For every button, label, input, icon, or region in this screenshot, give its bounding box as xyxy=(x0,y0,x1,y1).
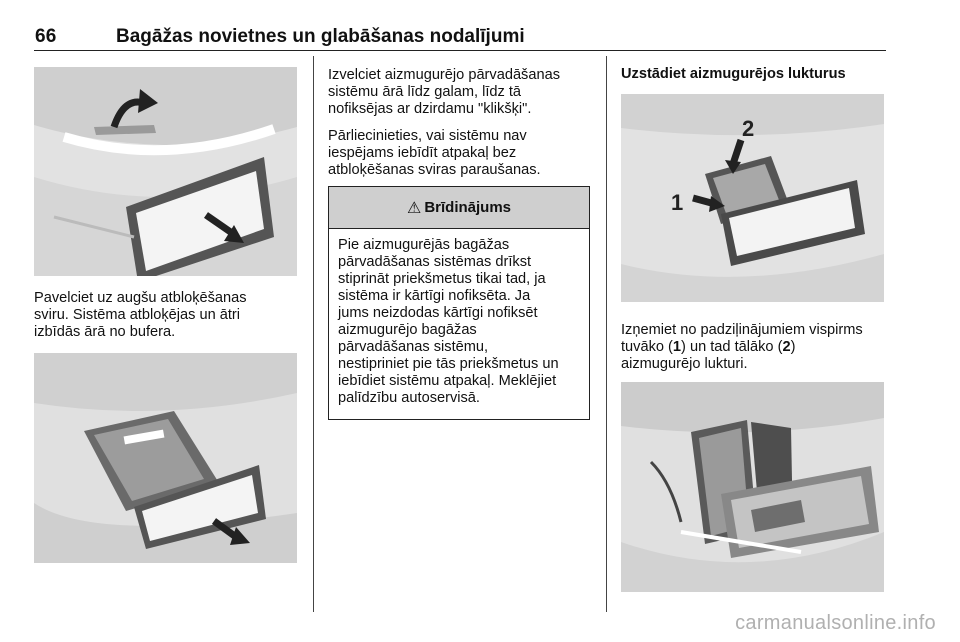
figure-carrier-extended xyxy=(34,353,297,563)
warning-box xyxy=(328,186,590,420)
ref-number-2: 2 xyxy=(782,339,791,355)
page-title: Bagāžas novietnes un glabāšanas nodalījumi xyxy=(116,26,525,47)
paragraph-middle-2: Pārliecinieties, vai sistēmu nav iespējams iebīdīt atpakaļ bez atbloķēšanas sviras paraušanas. xyxy=(328,128,541,178)
watermark: carmanualsonline.info xyxy=(735,612,936,634)
warning-header xyxy=(329,187,589,229)
column-divider-1 xyxy=(313,56,314,612)
warning-text: Pie aizmugurējās bagāžas pārvadāšanas sistēmas drīkst stiprināt priekšmetus tikai tad, ja sistēma ir kārtīgi nofiksēta. Ja jums neizdodas kārtīgi nofiksēt aizmugurējo bagāžas pārvadāšanas sistēmu, nestipriniet pie tās priekšmetus un iebīdiet sistēmu atpakaļ. Meklējiet palīdzību autoservisā. xyxy=(338,237,559,406)
callout-label-1: 1 xyxy=(671,190,684,215)
figure-pull-lever xyxy=(34,67,297,276)
figure-remove-lights xyxy=(621,94,884,302)
paragraph-right-1: Izņemiet no padziļinājumiem vispirms tuvāko (1) un tad tālāko (2) aizmugurējo lukturi. xyxy=(621,322,863,372)
page-number: 66 xyxy=(35,26,57,47)
paragraph-middle-1: Izvelciet aizmugurējo pārvadāšanas sistēmu ārā līdz galam, līdz tā nofiksējas ar dzirdamu "klikšķi". xyxy=(328,67,561,117)
paragraph-left-1: Pavelciet uz augšu atbloķēšanas sviru. Sistēma atbloķējas un ātri izbīdās ārā no bufera. xyxy=(34,290,247,340)
figure-lights-detail xyxy=(621,382,884,592)
section-heading: Uzstādiet aizmugurējos lukturus xyxy=(621,66,846,82)
ref-number-1: 1 xyxy=(672,339,682,355)
column-divider-2 xyxy=(606,56,607,612)
callout-label-2: 2 xyxy=(742,116,755,141)
warning-title: Brīdinājums xyxy=(424,199,512,216)
warning-icon: ⚠ xyxy=(406,199,422,217)
header-rule xyxy=(34,50,886,51)
